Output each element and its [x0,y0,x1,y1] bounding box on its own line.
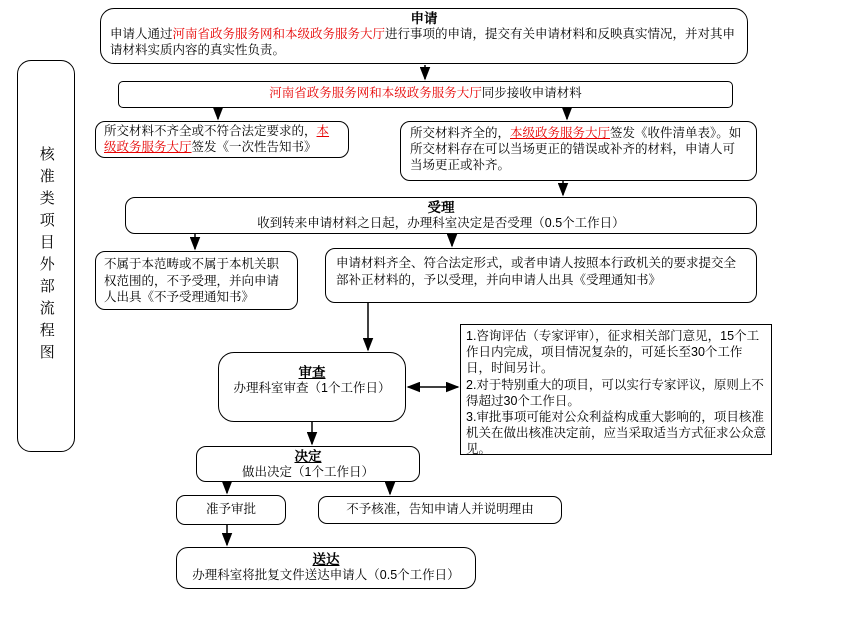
step-review [218,352,406,422]
branch-not-accepted [95,251,298,310]
step-deliver [176,547,476,589]
step-apply-title: 申请 [410,11,438,26]
step-decide-body: 做出决定（1个工作日） [242,465,374,479]
branch-incomplete-materials: 所交材料不齐全或不符合法定要求的，本级政务服务大厅签发《一次性告知书》 [95,121,349,158]
step-decide [196,446,420,482]
step-accept-title: 受理 [427,200,455,215]
step-apply-body: 申请人通过河南省政务服务网和本级政务服务大厅进行事项的申请，提交有关申请材料和反映真实情况，并对其申请材料实质内容的真实性负责。 [110,27,736,57]
receive-highlight-red: 河南省政务服务网和本级政务服务大厅 [269,86,482,100]
step-review-title: 审查 [298,365,326,380]
approve-label: 准予审批 [205,502,256,516]
step-accept-body: 收到转来申请材料之日起，办理科室决定是否受理（0.5个工作日） [257,216,625,230]
incomplete-highlight-red: 本级政务服务大厅 [104,124,330,154]
review-note-item: 3.审批事项可能对公众利益构成重大影响的，项目核准机关在做出核准决定前，应当采取适当方式征求公众意见。 [466,410,767,457]
deny-label: 不予核准，告知申请人并说明理由 [346,502,534,516]
step-receive [118,81,733,108]
branch-deny [318,496,562,524]
branch-approve [176,495,286,525]
branch-accepted-notice [325,248,757,303]
step-accept [125,197,757,234]
step-review-body: 办理科室审查（1个工作日） [233,381,391,395]
branch-complete-materials: 所交材料齐全的，本级政务服务大厅签发《收件清单表》。如所交材料存在可以当场更正的错误或补齐的材料，申请人可当场更正或补齐。 [400,121,757,181]
side-label-text: 核准类项目外部流程图 [37,146,55,366]
apply-highlight-red: 河南省政务服务网和本级政务服务大厅 [172,27,386,41]
review-notes-box [460,324,772,455]
review-note-item: 2.对于特别重大的项目，可以实行专家评议，原则上不得超过30个工作日。 [466,377,764,408]
step-deliver-title: 送达 [312,552,340,567]
receive-suffix: 同步接收申请材料 [481,86,582,100]
not-accepted-body: 不属于本范畴或不属于本机关职权范围的，不予受理，并向申请人出具《不予受理通知书》 [104,257,280,304]
review-note-item: 1.咨询评估（专家评审），征求相关部门意见，15个工作日内完成，项目情况复杂的，可延长至30个工作日，时间另计。 [466,329,760,376]
step-decide-title: 决定 [294,449,322,464]
step-deliver-body: 办理科室将批复文件送达申请人（0.5个工作日） [192,568,460,582]
accepted-notice-body: 申请材料齐全、符合法定形式，或者申请人按照本行政机关的要求提交全部补正材料的，予以受理，并向申请人出具《受理通知书》 [336,256,737,287]
complete-highlight-red: 本级政务服务大厅 [510,126,611,140]
flowchart-side-label [17,60,75,452]
step-apply [100,8,748,64]
